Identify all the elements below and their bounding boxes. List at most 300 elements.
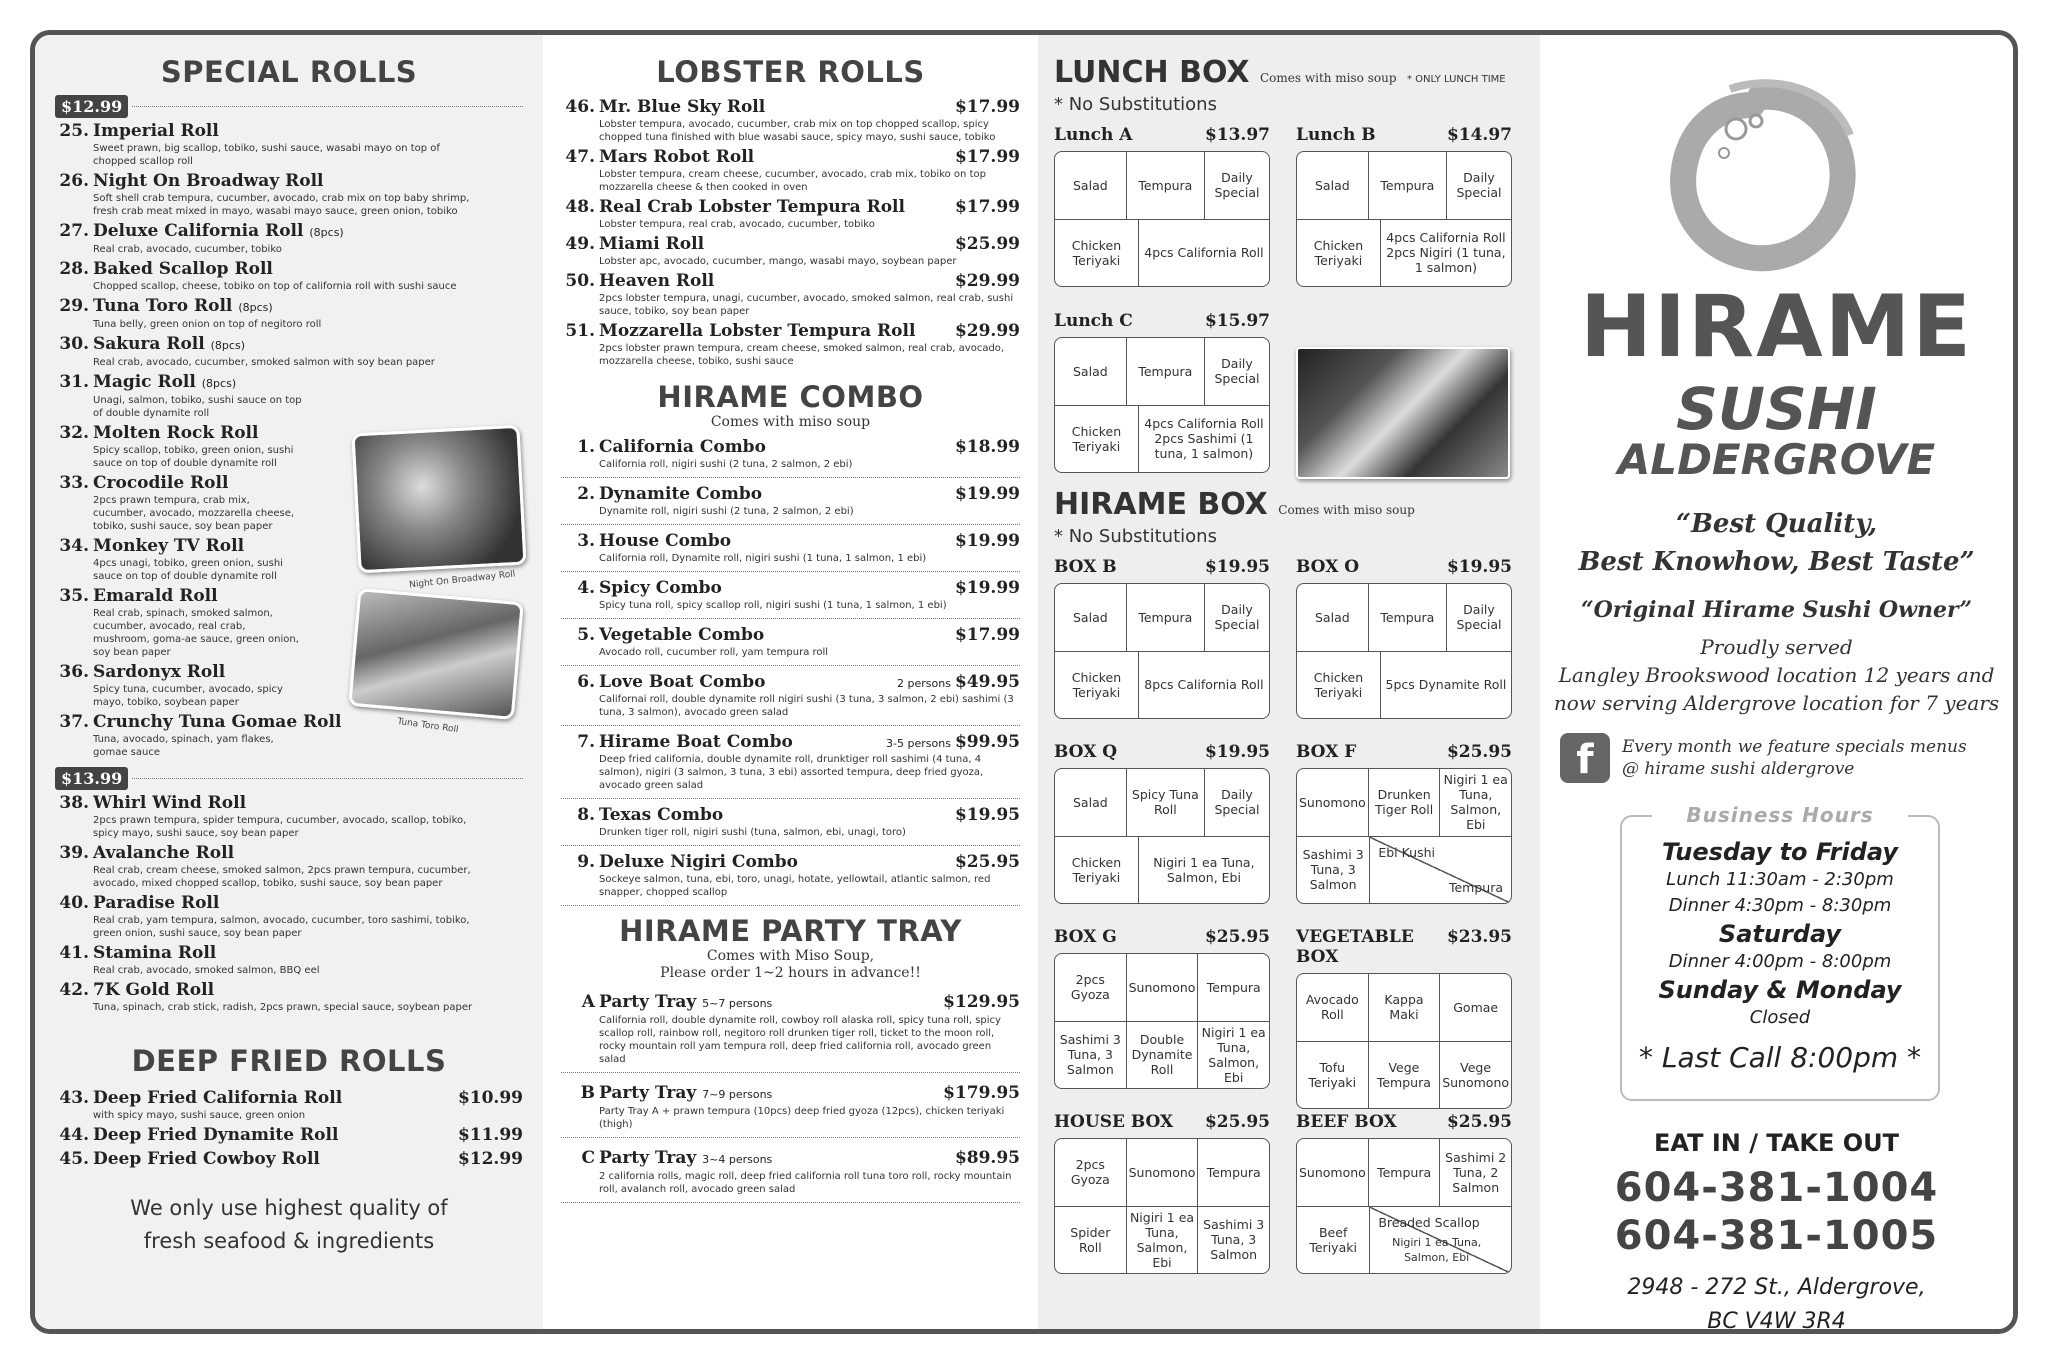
box-cell: Nigiri 1 ea Tuna, Salmon, Ebi (1197, 1022, 1269, 1089)
box-contents-grid (1054, 953, 1270, 1089)
item-price-value: $18.99 (954, 437, 1020, 457)
item-name-text: Mr. Blue Sky Roll (599, 97, 766, 117)
menu-item (55, 171, 523, 218)
boxes-column (1038, 35, 1540, 1329)
item-number: 50. (565, 271, 595, 291)
box-price: $23.95 (1446, 927, 1512, 947)
item-number: 35. (59, 586, 89, 606)
bento-photo (1296, 347, 1510, 479)
served-line: Proudly served (1700, 635, 1853, 659)
special-rolls-list (55, 793, 523, 1014)
item-price (458, 1125, 523, 1145)
item-price-value: $25.99 (954, 234, 1020, 254)
menu-box (1054, 1112, 1270, 1274)
box-contents-grid (1296, 1138, 1512, 1274)
item-number: 32. (59, 423, 89, 443)
item-number: 45. (59, 1149, 89, 1169)
box-contents-grid (1296, 973, 1512, 1109)
box-name: BOX F (1296, 742, 1357, 762)
item-description: 2pcs lobster prawn tempura, cream cheese, smoked salmon, real crab, avocado, mozzarella cheese, tobiko, sushi sauce (599, 343, 1005, 367)
box-header (1296, 125, 1512, 145)
item-number: 39. (59, 843, 89, 863)
box-name: BEEF BOX (1296, 1112, 1397, 1132)
item-price-value: $179.95 (943, 1083, 1020, 1103)
box-header (1054, 557, 1270, 577)
item-persons: 7~9 persons (702, 1088, 773, 1101)
menu-item (55, 980, 523, 1014)
special-rolls-title: SPECIAL ROLLS (160, 55, 418, 89)
box-cell: Chicken Teriyaki (1071, 669, 1122, 700)
box-row (1055, 1206, 1269, 1274)
item-price-value: $17.99 (954, 197, 1020, 217)
box-cell: Daily Special (1204, 338, 1269, 405)
box-header (1296, 1112, 1512, 1132)
item-name-text: Deluxe Nigiri Combo (599, 852, 799, 872)
item-price-value: $10.99 (457, 1088, 523, 1108)
menu-item (55, 943, 523, 977)
item-price-value: $11.99 (457, 1125, 523, 1145)
menu-box (1296, 1112, 1512, 1274)
slogan (1540, 505, 2013, 581)
item-price-value: $89.95 (954, 1148, 1020, 1168)
box-contents-grid (1054, 337, 1270, 473)
box-header (1054, 125, 1270, 145)
item-price (943, 992, 1020, 1012)
item-description: Real crab, avocado, smoked salmon, BBQ eel (93, 965, 320, 976)
item-price (955, 321, 1020, 341)
menu-item (561, 732, 1020, 799)
box-row (1055, 651, 1269, 719)
item-description: Tuna, avocado, spinach, yam flakes, gomae sauce (93, 734, 274, 758)
menu-item (55, 793, 523, 840)
item-price (886, 732, 1020, 752)
menu-item (561, 531, 1020, 572)
address-line: 2948 - 272 St., Aldergrove, (1627, 1275, 1926, 1300)
box-cell: 2pcs Gyoza (1070, 972, 1110, 1003)
item-number: 43. (59, 1088, 89, 1108)
box-cell: 8pcs California Roll (1138, 652, 1269, 719)
item-price (943, 1083, 1020, 1103)
box-split-cell (1369, 1207, 1511, 1274)
divider (132, 106, 523, 107)
box-row (1297, 651, 1511, 719)
box-name: BOX Q (1054, 742, 1118, 762)
box-contents-grid (1054, 151, 1270, 287)
price-tier-badge: $12.99 (55, 95, 128, 118)
box-price: $25.95 (1446, 1112, 1512, 1132)
box-cell: Vege Sunomono (1439, 1042, 1511, 1109)
box-cell: Sunomono (1299, 1164, 1366, 1180)
item-description: 2 california rolls, magic roll, deep fried california roll tuna toro roll, rocky mountain roll, avalanch roll, avocado green salad (599, 1171, 1012, 1195)
item-name-text: Imperial Roll (93, 121, 219, 141)
box-cell-text: Breaded Scallop (1378, 1214, 1480, 1230)
menu-sheet (30, 30, 2018, 1334)
box-header (1054, 311, 1270, 331)
item-number: A (581, 992, 595, 1012)
item-description: California roll, Dynamite roll, nigiri sushi (1 tuna, 1 salmon, 1 ebi) (599, 553, 927, 564)
facebook-line: Every month we feature specials menus (1622, 737, 1967, 757)
item-number: 31. (59, 372, 89, 392)
hours-day: Saturday (1718, 920, 1842, 948)
item-price-value: $17.99 (954, 97, 1020, 117)
item-name-text: Deluxe California Roll (93, 221, 304, 241)
item-price (955, 852, 1020, 872)
item-name-text: Tuna Toro Roll (93, 296, 233, 316)
item-number: 6. (577, 672, 595, 692)
item-name-text: Love Boat Combo (599, 672, 766, 692)
box-cell: Sashimi 2 Tuna, 2 Salmon (1439, 1139, 1511, 1206)
item-name-text: Heaven Roll (599, 271, 715, 291)
item-description: California roll, double dynamite roll, cowboy roll alaska roll, spicy tuna roll, spicy scallop roll, rainbow roll, negitoro roll drunken tiger roll, ticket to the moon roll, rocky mountain roll yam tempura roll, deep fried california roll, avocado green salad (599, 1015, 1001, 1065)
brand-column (1540, 35, 2013, 1329)
item-name-text: Paradise Roll (93, 893, 220, 913)
item-number: 51. (565, 321, 595, 341)
facebook-row (1560, 733, 2013, 783)
hours-time: Closed (1749, 1007, 1811, 1028)
item-number: 48. (565, 197, 595, 217)
box-row (1055, 338, 1269, 405)
item-name-text: Vegetable Combo (599, 625, 765, 645)
item-name-text: Deep Fried Dynamite Roll (93, 1125, 339, 1145)
box-row (1055, 769, 1269, 836)
item-pieces: (8pcs) (201, 377, 237, 390)
item-description: Dynamite roll, nigiri sushi (2 tuna, 2 salmon, 2 ebi) (599, 506, 854, 517)
item-description: Real crab, yam tempura, salmon, avocado, cucumber, toro sashimi, tobiko, green onion, sushi sauce, soy bean paper (93, 915, 470, 939)
box-contents-grid (1054, 768, 1270, 904)
item-name-text: Night On Broadway Roll (93, 171, 324, 191)
box-name: BOX G (1054, 927, 1117, 947)
item-number: 2. (577, 484, 595, 504)
box-cell: Daily Special (1446, 584, 1511, 651)
item-number: C (581, 1148, 595, 1168)
lunch-only-note: * ONLY LUNCH TIME (1406, 74, 1506, 85)
box-cell: Nigiri 1 ea Tuna, Salmon, Ebi (1126, 1207, 1198, 1274)
item-number: 42. (59, 980, 89, 1000)
business-hours-title: Business Hours (1652, 803, 1908, 827)
item-number: 38. (59, 793, 89, 813)
item-description: Spicy tuna roll, spicy scallop roll, nigiri sushi (1 tuna, 1 salmon, 1 ebi) (599, 600, 947, 611)
menu-item (55, 296, 523, 331)
item-price (955, 97, 1020, 117)
item-price (955, 147, 1020, 167)
item-name-text: Texas Combo (599, 805, 724, 825)
box-cell: Sunomono (1299, 794, 1366, 810)
lobster-combo-column (543, 35, 1038, 1329)
box-header (1296, 557, 1512, 577)
item-name-text: Mozzarella Lobster Tempura Roll (599, 321, 916, 341)
no-substitutions-note: * No Substitutions (1054, 94, 1217, 115)
item-price-value: $49.95 (954, 672, 1020, 692)
box-header (1296, 927, 1512, 967)
box-price: $19.95 (1204, 557, 1270, 577)
item-price-value: $25.95 (954, 852, 1020, 872)
menu-box (1054, 927, 1270, 1089)
menu-box (1054, 125, 1270, 287)
item-name-text: Party Tray (599, 1148, 697, 1168)
hirame-box-grid (1054, 547, 1526, 1287)
box-row (1297, 1206, 1511, 1274)
item-description: Soft shell crab tempura, cucumber, avocado, crab mix on top baby shrimp, fresh crab meat mixed in mayo, wasabi mayo sauce, green onion, tobiko (93, 193, 470, 217)
menu-box (1296, 742, 1512, 904)
box-cell: Tempura (1368, 584, 1446, 651)
box-cell: Double Dynamite Roll (1126, 1022, 1198, 1089)
lobster-rolls-title: LOBSTER ROLLS (656, 55, 925, 89)
item-name-text: Real Crab Lobster Tempura Roll (599, 197, 905, 217)
brush-circle-logo (1660, 75, 1860, 275)
menu-item (55, 221, 523, 256)
item-number: 47. (565, 147, 595, 167)
box-cell: Salad (1073, 363, 1108, 379)
item-description: Lobster tempura, avocado, cucumber, crab mix on top chopped scallop, spicy chopped tuna finished with blue wasabi sauce, spicy mayo, sushi sauce, tobiko (599, 119, 996, 143)
phone-number[interactable]: 604-381-1004 (1614, 1165, 1939, 1211)
box-row (1297, 584, 1511, 651)
box-cell: Drunken Tiger Roll (1368, 769, 1440, 836)
item-description: Real crab, avocado, cucumber, smoked salmon with soy bean paper (93, 357, 435, 368)
menu-item (55, 1088, 523, 1122)
item-name-text: Sakura Roll (93, 334, 205, 354)
item-price (955, 197, 1020, 217)
item-name (93, 171, 523, 192)
menu-item (561, 852, 1020, 906)
party-tray-title: HIRAME PARTY TRAY (619, 914, 962, 948)
box-row (1055, 954, 1269, 1021)
item-number: 34. (59, 536, 89, 556)
item-description: 2pcs lobster tempura, unagi, cucumber, avocado, smoked salmon, real crab, sushi sauce, tobiko, soy bean paper (599, 293, 1014, 317)
box-row (1055, 1021, 1269, 1089)
item-description: Californai roll, double dynamite roll nigiri sushi (3 tuna, 3 salmon, 2 ebi) sashimi (3 tuna, 3 salmon), avocado green salad (599, 694, 1014, 718)
box-cell: Kappa Maki (1368, 974, 1440, 1041)
party-tray-subtitle: Please order 1~2 hours in advance!! (660, 965, 921, 981)
menu-item (55, 372, 523, 420)
hours-time: Dinner 4:00pm - 8:00pm (1668, 951, 1892, 972)
roll-photo (351, 425, 526, 574)
no-substitutions-note: * No Substitutions (1054, 526, 1217, 547)
owner-note: “Original Hirame Sushi Owner” (1580, 597, 1973, 623)
special-rolls-column (35, 35, 543, 1329)
box-name: VEGETABLE BOX (1296, 927, 1414, 967)
menu-item (55, 121, 523, 168)
quality-note (55, 1192, 523, 1258)
box-row (1055, 836, 1269, 904)
item-number: 33. (59, 473, 89, 493)
box-cell: Daily Special (1204, 584, 1269, 651)
menu-item (561, 484, 1020, 525)
box-cell: Tempura (1368, 1139, 1440, 1206)
deep-fried-list (55, 1088, 523, 1170)
item-name (93, 843, 523, 864)
box-cell: Chicken Teriyaki (1071, 423, 1122, 454)
box-contents-grid (1296, 768, 1512, 904)
item-name (93, 980, 523, 1001)
item-number: 5. (577, 625, 595, 645)
item-name-text: Magic Roll (93, 372, 196, 392)
facebook-text (1622, 736, 1967, 780)
item-price (955, 1148, 1020, 1168)
item-description: 4pcs unagi, tobiko, green onion, sushi sauce on top of double dynamite roll (93, 558, 283, 582)
menu-item (561, 147, 1020, 194)
box-cell: Salad (1073, 794, 1108, 810)
photo-caption: Night On Broadway Roll (408, 569, 516, 591)
item-price (955, 271, 1020, 291)
item-name-text: Party Tray (599, 1083, 697, 1103)
item-name (93, 372, 523, 394)
box-price: $25.95 (1446, 742, 1512, 762)
item-name-text: Avalanche Roll (93, 843, 235, 863)
facebook-icon[interactable]: f (1560, 733, 1610, 783)
menu-item (55, 334, 523, 369)
box-price: $13.97 (1204, 125, 1270, 145)
item-number: B (580, 1083, 595, 1103)
box-cell: Spicy Tuna Roll (1126, 769, 1204, 836)
box-row (1055, 584, 1269, 651)
item-price (955, 531, 1020, 551)
box-cell: Gomae (1439, 974, 1511, 1041)
item-name-text: Party Tray (599, 992, 697, 1012)
box-price: $25.95 (1204, 927, 1270, 947)
box-name: Lunch C (1054, 311, 1133, 331)
box-cell: Salad (1073, 177, 1108, 193)
box-cell: Daily Special (1204, 152, 1269, 219)
item-name-text: Crocodile Roll (93, 473, 229, 493)
item-number: 25. (59, 121, 89, 141)
item-number: 37. (59, 712, 89, 732)
combo-list (561, 437, 1020, 906)
item-description: with spicy mayo, sushi sauce, green onion (93, 1110, 306, 1121)
box-row (1297, 836, 1511, 904)
menu-item (561, 1083, 1020, 1138)
box-cell: Nigiri 1 ea Tuna, Salmon, Ebi (1138, 837, 1269, 904)
hirame-box-subtitle: Comes with miso soup (1278, 503, 1415, 517)
item-description: 2pcs prawn tempura, spider tempura, cucumber, avocado, scallop, tobiko, spicy mayo, sushi sauce, soy bean paper (93, 815, 467, 839)
item-name-text: Spicy Combo (599, 578, 722, 598)
box-price: $19.95 (1204, 742, 1270, 762)
item-description: 2pcs prawn tempura, crab mix, cucumber, avocado, mozzarella cheese, tobiko, sushi sauce, soy bean paper (93, 495, 295, 532)
menu-box (1296, 927, 1512, 1109)
box-cell: Tempura (1197, 954, 1269, 1021)
item-description: Sockeye salmon, tuna, ebi, toro, unagi, hotate, yellowtail, atlantic salmon, red snapper, chopped scallop (599, 874, 991, 898)
menu-item (55, 259, 523, 293)
item-description: Lobster apc, avocado, cucumber, mango, wasabi mayo, soybean paper (599, 256, 957, 267)
item-pieces: (8pcs) (309, 226, 344, 239)
slogan-line: Best Knowhow, Best Taste” (1578, 547, 1975, 577)
item-name-text: House Combo (599, 531, 732, 551)
item-description: California roll, nigiri sushi (2 tuna, 2 salmon, 2 ebi) (599, 459, 853, 470)
item-number: 41. (59, 943, 89, 963)
item-price (955, 437, 1020, 457)
box-header (1296, 742, 1512, 762)
box-cell: Daily Special (1204, 769, 1269, 836)
item-description: Drunken tiger roll, nigiri sushi (tuna, salmon, ebi, unagi, toro) (599, 827, 906, 838)
item-number: 1. (577, 437, 595, 457)
box-row (1055, 219, 1269, 287)
hirame-combo-subtitle: Comes with miso soup (710, 414, 871, 430)
item-description: Tuna belly, green onion on top of negitoro roll (93, 319, 322, 330)
box-cell-text: Ebi Kushi (1378, 844, 1436, 860)
facebook-handle: @ hirame sushi aldergrove (1622, 759, 1855, 779)
item-name-text: 7K Gold Roll (93, 980, 215, 1000)
box-name: HOUSE BOX (1054, 1112, 1174, 1132)
item-description: Party Tray A + prawn tempura (10pcs) deep fried gyoza (12pcs), chicken teriyaki (thigh) (599, 1106, 1005, 1130)
lunch-box-title (1054, 55, 1526, 90)
price-tier-badge: $13.99 (55, 767, 128, 790)
item-name (93, 296, 523, 318)
box-cell: 4pcs California Roll 2pcs Sashimi (1 tuna, 1 salmon) (1138, 406, 1269, 473)
box-name: Lunch B (1296, 125, 1376, 145)
menu-item (561, 197, 1020, 231)
item-price-value: $99.95 (954, 732, 1020, 752)
item-name-text: Sardonyx Roll (93, 662, 226, 682)
item-price-value: $129.95 (943, 992, 1020, 1012)
box-cell: 5pcs Dynamite Roll (1380, 652, 1511, 719)
box-cell: Sunomono (1126, 1139, 1198, 1206)
item-price-value: $17.99 (954, 625, 1020, 645)
item-number: 46. (565, 97, 595, 117)
box-cell: Tempura (1126, 152, 1204, 219)
menu-item (561, 992, 1020, 1073)
item-price (955, 625, 1020, 645)
item-name (93, 943, 523, 964)
item-price (955, 805, 1020, 825)
item-name-text: Whirl Wind Roll (93, 793, 247, 813)
item-name-text: Emarald Roll (93, 586, 218, 606)
served-line: Langley Brookswood location 12 years and (1558, 663, 1995, 687)
menu-item (55, 1149, 523, 1170)
brand-name: HIRAME (1579, 277, 1974, 377)
item-price-value: $19.99 (954, 531, 1020, 551)
box-cell: Chicken Teriyaki (1313, 669, 1364, 700)
phone-number[interactable]: 604-381-1005 (1614, 1213, 1939, 1259)
item-price (458, 1088, 523, 1108)
box-cell: 2pcs Gyoza (1070, 1157, 1110, 1188)
box-row (1055, 405, 1269, 473)
box-cell: Chicken Teriyaki (1313, 237, 1364, 268)
box-price: $15.97 (1204, 311, 1270, 331)
item-number: 36. (59, 662, 89, 682)
box-cell: Tofu Teriyaki (1308, 1059, 1357, 1090)
hirame-box-title (1054, 487, 1526, 522)
box-cell: Spider Roll (1070, 1224, 1111, 1255)
box-cell: Salad (1315, 609, 1350, 625)
item-description: Real crab, spinach, smoked salmon, cucumber, avocado, real crab, mushroom, goma-ae sauce, green onion, soy bean paper (93, 608, 299, 658)
quality-note-line: We only use highest quality of (130, 1196, 448, 1220)
item-number: 26. (59, 171, 89, 191)
hours-time: Lunch 11:30am - 2:30pm (1666, 869, 1894, 890)
item-number: 40. (59, 893, 89, 913)
price-tier-row (55, 767, 523, 790)
item-number: 44. (59, 1125, 89, 1145)
box-cell: Tempura (1368, 152, 1446, 219)
last-call: * Last Call 8:00pm * (1638, 1041, 1922, 1074)
address (1540, 1271, 2013, 1329)
menu-item (561, 234, 1020, 268)
box-cell: Chicken Teriyaki (1071, 237, 1122, 268)
item-price (955, 234, 1020, 254)
item-price (955, 484, 1020, 504)
item-name-text: California Combo (599, 437, 766, 457)
box-row (1297, 152, 1511, 219)
hours-time: Dinner 4:30pm - 8:30pm (1668, 895, 1892, 916)
item-number: 3. (577, 531, 595, 551)
business-hours-box (1620, 803, 1940, 1101)
item-number: 8. (577, 805, 595, 825)
price-tier-row (55, 95, 523, 118)
box-price: $14.97 (1446, 125, 1512, 145)
item-number: 29. (59, 296, 89, 316)
item-description: Lobster tempura, cream cheese, cucumber, avocado, crab mix, tobiko on top mozzarella cheese & then cooked in oven (599, 169, 986, 193)
menu-item (561, 97, 1020, 144)
menu-box (1054, 557, 1270, 719)
box-row (1297, 974, 1511, 1041)
